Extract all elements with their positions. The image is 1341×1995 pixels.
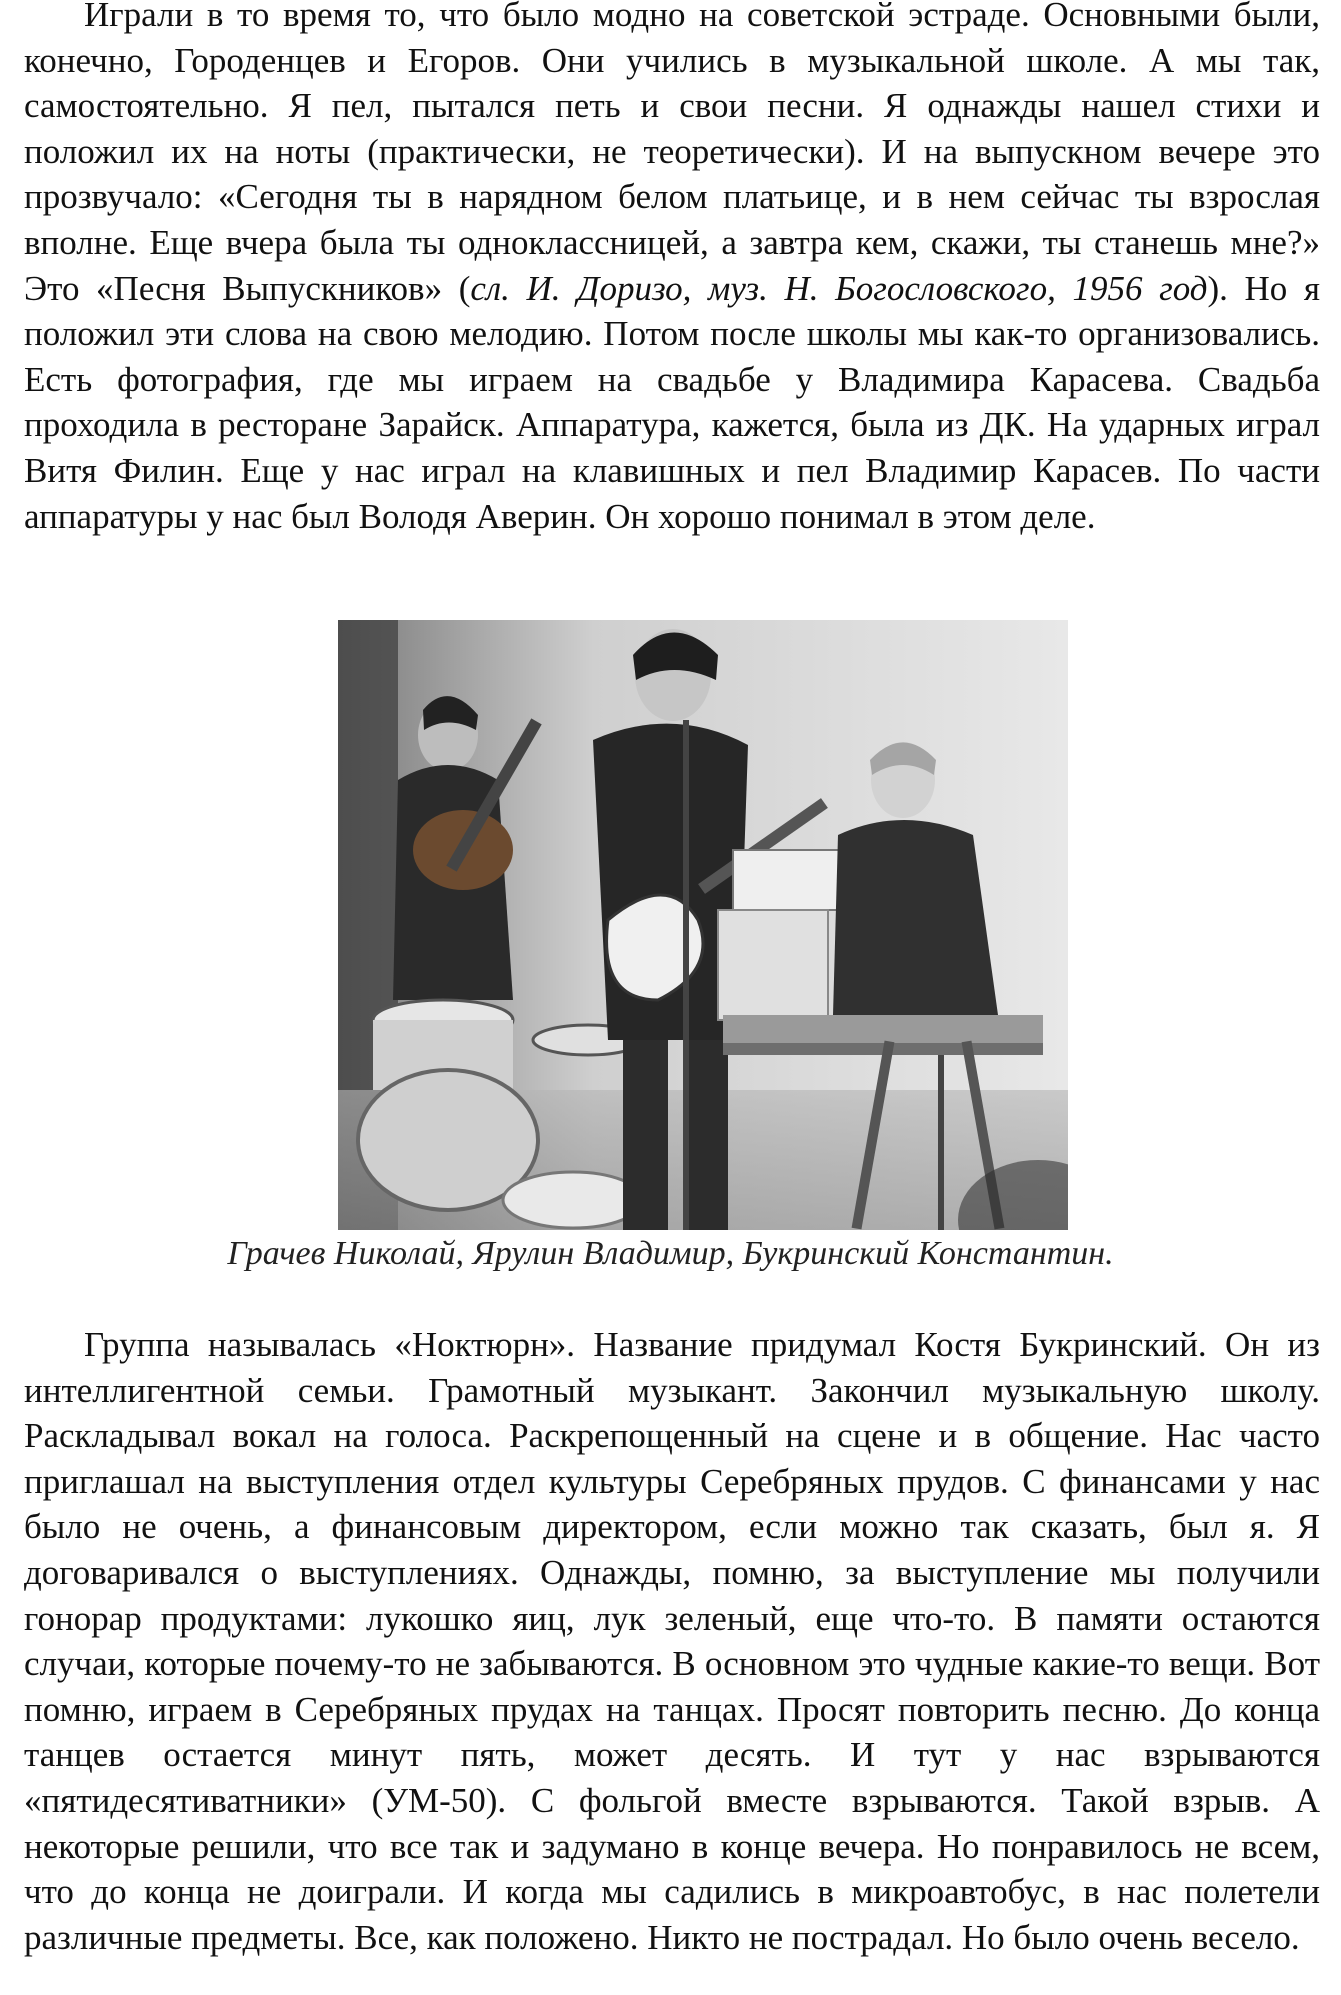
paragraph-1-text-after: ). Но я положил эти слова на свою мелодию. Потом после школы мы как-то организовались. Есть фотография, где мы играем на свадьбе у Владимира Карасева. Свадьба проходила в ресторане Зарайск. Аппаратура, кажется, была из ДК. На ударных играл Витя Филин. Еще у нас играл на клавишных и пел Владимир Карасев. По части аппаратуры у нас был Володя Аверин. Он хорошо понимал в этом деле. xyxy=(24,268,1321,536)
paragraph-2-text: Группа называлась «Ноктюрн». Название придумал Костя Букринский. Он из интеллигентной семьи. Грамотный музыкант. Закончил музыкальную школу. Раскладывал вокал на голоса. Раскрепощенный на сцене и в общение. Нас часто приглашал на выступления отдел культуры Серебряных прудов. С финансами у нас было не очень, а финансовым директором, если можно так сказать, был я. Я договаривался о выступлениях. Однажды, помню, за выступление мы получили гонорар продуктами: лукошко яиц, лук зеленый, еще что-то. В памяти остаются случаи, которые почему-то не забываются. В основном это чудные какие-то вещи. Вот помню, играем в Серебряных прудах на танцах. Просят повторить песню. До конца танцев остается минут пять, может десять. И тут у нас взрываются «пятидесятиватники» (УМ-50). С фольгой вместе взрываются. Такой взрыв. А некоторые решили, что все так и задумано в конце вечера. Но понравилось не всем, что до конца не доиграли. И когда мы садились в микроавтобус, в нас полетели различные предметы. Все, как положено. Никто не пострадал. Но было очень весело. xyxy=(24,1325,1320,1957)
photo-caption: Грачев Николай, Ярулин Владимир, Букринский Константин. xyxy=(227,1235,1114,1272)
paragraph-1-text-before: Играли в то время то, что было модно на советской эстраде. Основными были, конечно, Городенцев и Егоров. Они учились в музыкальной школе. А мы так, самостоятельно. Я пел, пытался петь и свои песни. Я однажды нашел стихи и положил их на ноты (практически, не теоретически). И на выпускном вечере это прозвучало: «Сегодня ты в нарядном белом платьице, и в нем сейчас ты взрослая вполне. Еще вчера была ты одноклассницей, а завтра кем, скажи, ты станешь мне?» Это «Песня Выпускников» ( xyxy=(24,0,1320,308)
paragraph-1 xyxy=(24,0,1320,539)
paragraph-2 xyxy=(24,1322,1320,1960)
band-photo xyxy=(338,620,1068,1230)
paragraph-1-italic-credit: сл. И. Доризо, муз. Н. Богословского, 1956 год xyxy=(470,268,1208,308)
